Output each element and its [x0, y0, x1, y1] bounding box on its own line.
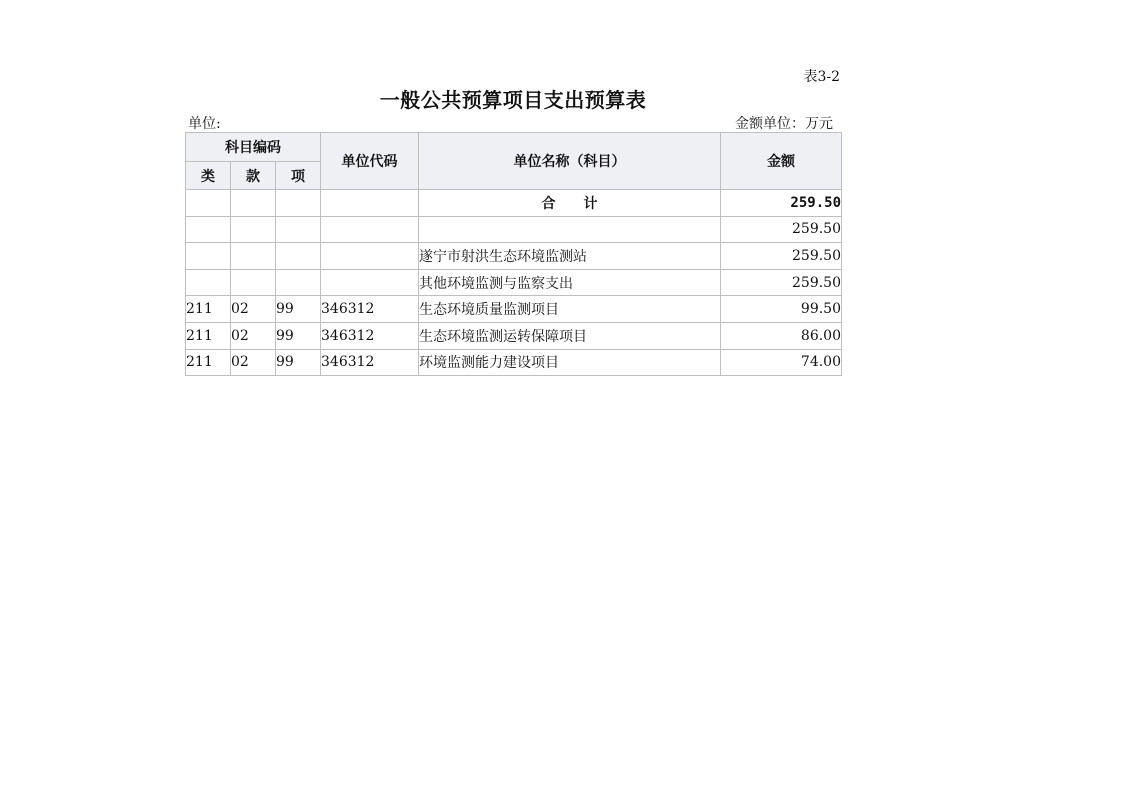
table-row — [186, 349, 842, 376]
section-cell — [231, 216, 276, 243]
total-item-cell — [276, 190, 321, 217]
category-cell: 211 — [186, 322, 231, 349]
header-unit-name: 单位名称（科目） — [419, 133, 721, 190]
section-cell — [231, 243, 276, 270]
amount-cell: 259.50 — [721, 216, 842, 243]
table-row — [186, 322, 842, 349]
unit-code-cell: 346312 — [321, 349, 419, 376]
table-row — [186, 296, 842, 323]
unit-name-cell — [419, 216, 721, 243]
section-cell: 02 — [231, 296, 276, 323]
header-section: 款 — [231, 162, 276, 190]
header-amount: 金额 — [721, 133, 842, 190]
item-cell — [276, 216, 321, 243]
header-subject-code: 科目编码 — [186, 133, 321, 162]
total-label: 合 计 — [419, 190, 721, 217]
amount-unit-label: 金额单位：万元 — [735, 116, 833, 132]
category-cell — [186, 216, 231, 243]
budget-table — [185, 132, 842, 376]
item-cell — [276, 243, 321, 270]
table-row — [186, 243, 842, 270]
category-cell — [186, 243, 231, 270]
item-cell — [276, 269, 321, 296]
unit-code-cell — [321, 269, 419, 296]
unit-name-cell: 其他环境监测与监察支出 — [419, 269, 721, 296]
table-body — [186, 190, 842, 376]
total-unit-code-cell — [321, 190, 419, 217]
category-cell — [186, 269, 231, 296]
total-row — [186, 190, 842, 217]
table-row — [186, 269, 842, 296]
unit-name-cell: 遂宁市射洪生态环境监测站 — [419, 243, 721, 270]
header-unit-code: 单位代码 — [321, 133, 419, 190]
item-cell: 99 — [276, 322, 321, 349]
table-row — [186, 216, 842, 243]
unit-code-cell: 346312 — [321, 322, 419, 349]
page-title: 一般公共预算项目支出预算表 — [379, 88, 647, 112]
section-cell — [231, 269, 276, 296]
unit-code-cell: 346312 — [321, 296, 419, 323]
category-cell: 211 — [186, 349, 231, 376]
unit-name-cell: 生态环境质量监测项目 — [419, 296, 721, 323]
item-cell: 99 — [276, 296, 321, 323]
unit-name-cell: 环境监测能力建设项目 — [419, 349, 721, 376]
section-cell: 02 — [231, 349, 276, 376]
amount-cell: 74.00 — [721, 349, 842, 376]
header-item: 项 — [276, 162, 321, 190]
amount-cell: 99.50 — [721, 296, 842, 323]
total-amount: 259.50 — [721, 190, 842, 217]
total-section-cell — [231, 190, 276, 217]
table-number: 表3-2 — [803, 69, 840, 85]
amount-cell: 259.50 — [721, 243, 842, 270]
unit-code-cell — [321, 243, 419, 270]
table-header — [186, 133, 842, 190]
amount-cell: 259.50 — [721, 269, 842, 296]
amount-cell: 86.00 — [721, 322, 842, 349]
unit-code-cell — [321, 216, 419, 243]
unit-name-cell: 生态环境监测运转保障项目 — [419, 322, 721, 349]
total-category-cell — [186, 190, 231, 217]
category-cell: 211 — [186, 296, 231, 323]
section-cell: 02 — [231, 322, 276, 349]
item-cell: 99 — [276, 349, 321, 376]
unit-label: 单位: — [188, 116, 221, 132]
header-category: 类 — [186, 162, 231, 190]
